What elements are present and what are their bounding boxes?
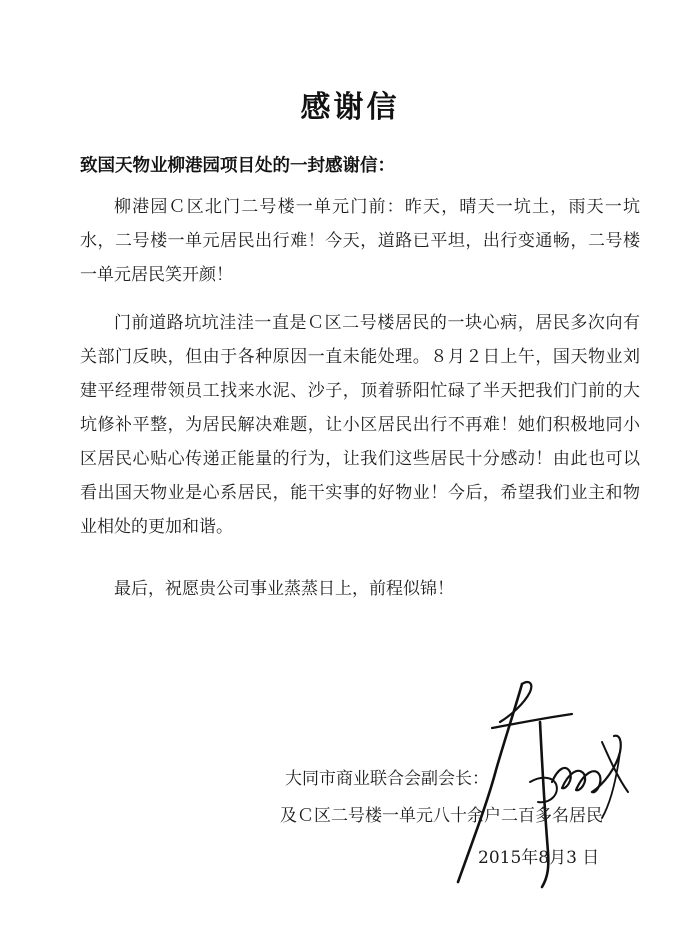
letter-paragraph-3: 最后，祝愿贵公司事业蒸蒸日上，前程似锦！ [114,579,454,599]
signatory-residents: 及Ｃ区二号楼一单元八十余户二百多名居民 [280,806,603,826]
letter-paragraph-2: 门前道路坑坑洼洼一直是Ｃ区二号楼居民的一块心病，居民多次向有关部门反映，但由于各种原因一直未能处理。８月２日上午，国天物业刘建平经理带领员工找来水泥、沙子，顶着骄阳忙碌了半天把我们门前的大坑修补平整，为居民解决难题，让小区居民出行不再难！她们积极地同小区居民心贴心传递正能量的行为，让我们这些居民十分感动！由此也可以看出国天物业是心系居民，能干实事的好物业！今后，希望我们业主和物业相处的更加和谐。 [80,313,640,537]
letter-title: 感谢信 [300,90,400,125]
letter-date: 2015年8月3 日 [478,848,600,868]
letter-salutation: 致国天物业柳港园项目处的一封感谢信： [80,156,395,176]
signatory-title: 大同市商业联合会副会长： [285,769,489,789]
letter-paragraph-1: 柳港园Ｃ区北门二号楼一单元门前：昨天，晴天一坑土，雨天一坑水，二号楼一单元居民出行难！今天，道路已平坦，出行变通畅，二号楼一单元居民笑开颜！ [80,197,640,285]
